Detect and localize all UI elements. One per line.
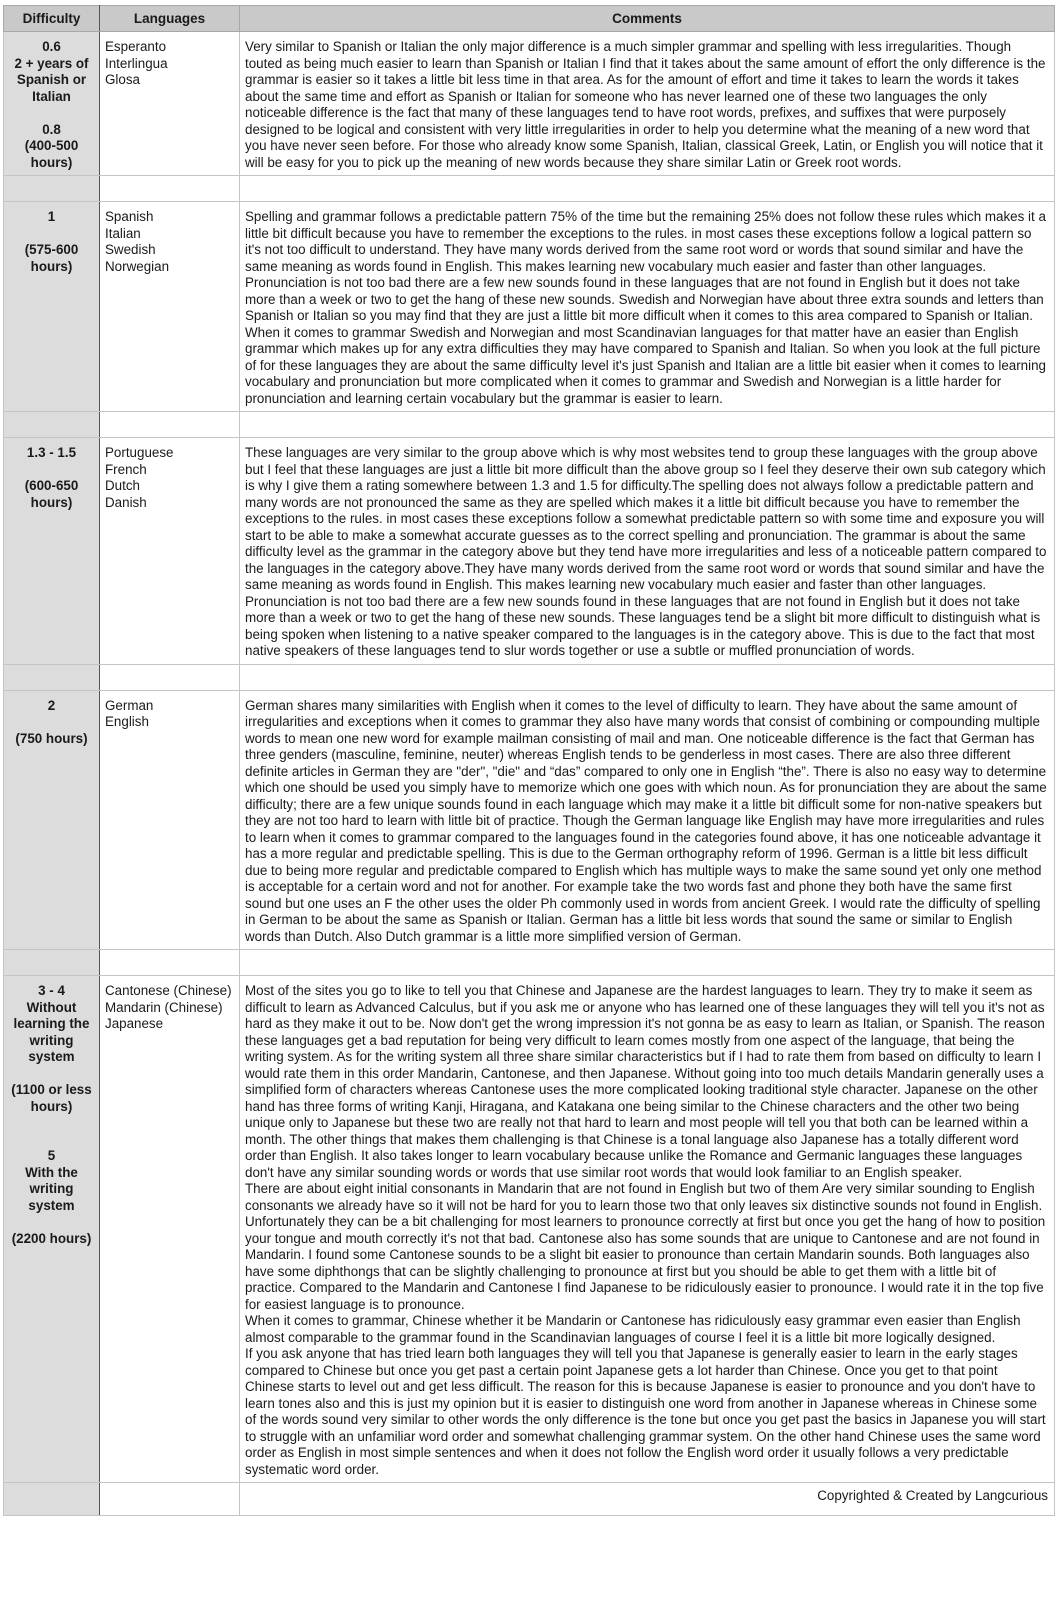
- difficulty-table: [3, 5, 1055, 1516]
- comment-cell: Spelling and grammar follows a predictable pattern 75% of the time but the remaining 25% does not follow these rules which makes it a little bit difficult because you have to remember the exceptions to the rules. in most cases these exceptions follow a logical pattern so it's not too difficult to understand. They have many words derived from the same root word or words that sound similar and have the same meaning as words found in English. This makes learning new vocabulary much easier and faster than other languages. Pronunciation is not too bad there are a few new sounds found in these languages that are not found in English but it does not take more than a week or two to get the hang of these new sounds. Swedish and Norwegian have about three extra sounds and letters than Spanish or Italian so you may find that they are just a little bit more difficult when it comes to this area compared to Spanish or Italian. When it comes to grammar Swedish and Norwegian and most Scandinavian languages for that matter have an easier than English grammar which makes up for any extra difficulties they may have compared to Spanish and Italian. So when you look at the full picture of for these languages they are about the same difficulty level it's just Spanish and Italian are a little bit easier when it comes to learning vocabulary and pronunciation but more complicated when it comes to grammar and Swedish and Norwegian is a little harder for pronunciation and learning certain vocabulary but the grammar is easier to learn.: [240, 202, 1055, 412]
- spacer-row: [4, 412, 1055, 438]
- header-languages: Languages: [100, 6, 240, 32]
- spacer-row: [4, 950, 1055, 976]
- comment-cell: These languages are very similar to the group above which is why most websites tend to group these languages with the group above but I feel that these languages are just a little bit more difficult than the above group so I feel they deserve their own sub category which is why I give them a rating somewhere between 1.3 and 1.5 for difficulty.The spelling does not always follow a predictable pattern and many words are not pronounced the same as they are spelled which makes it a little bit difficult because you have to remember the exceptions to the rules. in most cases these exceptions follow a somewhat predictable pattern so with some time and exposure you will start to be able to make a somewhat accurate guesses as to the correct spelling and pronunciation. The grammar is about the same difficulty level as the grammar in the category above but they tend have more irregularities and less of a noticeable pattern compared to the languages in the category above.They have many words derived from the same root word or words that sound similar and have the same meaning as words found in English. This makes learning new vocabulary much easier and faster than other languages. Pronunciation is not too bad there are a few new sounds found in these languages that are not found in English but it does not take more than a week or two to get the hang of these new sounds. These languages tend be a slight bit more difficult to distinguish what is being spoken when listening to a native speaker compared to the languages is in the category above. This is due to the fact that most native speakers of these languages tend to slur words together or use a subtle or muffled pronunciation of words.: [240, 438, 1055, 665]
- difficulty-cell: 3 - 4 Without learning the writing system (1100 or less hours) 5 With the writing system (2200 hours): [4, 976, 100, 1483]
- comment-paragraph: If you ask anyone that has tried learn both languages they will tell you that Japanese is generally easier to learn in the early stages compared to Chinese but once you get past a certain point Japanese gets a lot harder than Chinese. Once you get to that point Chinese starts to level out and get less difficult. The reason for this is because Japanese is easier to pronounce and you don't have to learn tones also and this is just my opinion but it is easier to distinguish one word from another in Japanese whereas in Chinese some of the words sound very similar to other words the only difference is the tone but once you get past the basics in Japanese you will start to struggle with an unfamiliar word order and somewhat challenging grammar system. On the other hand Chinese uses the same word order as English in most simple sentences and when it does not follow the English word order it usually follows a very predictable systematic word order.: [245, 1346, 1046, 1477]
- languages-cell: Portuguese French Dutch Danish: [100, 438, 240, 665]
- difficulty-cell: 2 (750 hours): [4, 690, 100, 950]
- footer-row: [4, 1483, 1055, 1516]
- header-row: [4, 6, 1055, 32]
- table-row: [4, 438, 1055, 665]
- language-difficulty-sheet: [3, 5, 1054, 1595]
- spacer-row: [4, 664, 1055, 690]
- table-row: [4, 976, 1055, 1483]
- spacer-row: [4, 176, 1055, 202]
- comment-cell: German shares many similarities with English when it comes to the level of difficulty to learn. They have about the same amount of irregularities and exceptions when it comes to grammar they also have many words that consist of combining or compounding multiple words to mean one new word for example mailman consisting of mail and man. One noticeable difference is the fact that German has three genders (masculine, feminine, neuter) whereas English tends to be genderless in most cases. There are also three different definite articles in German they are "der", "die" and “das” compared to only one in English “the”. There is also no easy way to determine which one should be used you simply have to memorize which one goes with which noun. As for pronunciation they are about the same difficulty; there are a few unique sounds found in each language which may make it a little bit difficult some for non-native speakers but they are not too hard to learn with little bit of practice. Though the German language like English may have more irregularities and rules to learn when it comes to grammar compared to the languages found in the categories found above, it has one noticeable advantage it has a more regular and predictable spelling. This is due to the German orthography reform of 1996. German is a little bit less difficult due to being more regular and predictable compared to English which has multiple ways to make the same sound yet only one method is acceptable for a certain word and not for another. For example take the two words fast and phone they both have the same first sound but one uses an F the other uses the older Ph commonly used in words from ancient Greek. I would rate the difficulty of spelling in German to be about the same as Spanish or Italian. German has a little bit less words that sound the same or similar to English words than Dutch. Also Dutch grammar is a little more simplified version of German.: [240, 690, 1055, 950]
- comment-paragraph: There are about eight initial consonants in Mandarin that are not found in English but two of them Are very similar sounding to English consonants we already have so it will not be hard for you to learn those two that only leaves six distinctive sounds not found in English. Unfortunately they can be a bit challenging for most learners to pronounce correctly at first but once you get the hang of how to position your tongue and mouth correctly it's not that bad. Cantonese also has some sounds that are unique to Cantonese and are not found in Mandarin. I found some Cantonese sounds to be a slight bit easier to pronounce than certain Mandarin sounds. Both languages also have some diphthongs that can be slightly challenging to pronounce at first but you should be able to get them with a little bit of practice. Compared to the Mandarin and Cantonese I find Japanese to be ridiculously easier to pronounce. I would rate it in the top five for easiest language is to pronounce.: [245, 1181, 1046, 1312]
- languages-cell: Cantonese (Chinese) Mandarin (Chinese) Japanese: [100, 976, 240, 1483]
- copyright-note: Copyrighted & Created by Langcurious: [240, 1483, 1055, 1516]
- difficulty-cell: 1.3 - 1.5 (600-650 hours): [4, 438, 100, 665]
- difficulty-cell: 0.6 2 + years of Spanish or Italian 0.8 (400-500 hours): [4, 32, 100, 176]
- table-row: [4, 32, 1055, 176]
- comment-paragraph: Most of the sites you go to like to tell you that Chinese and Japanese are the hardest languages to learn. They try to make it seem as difficult to learn as Advanced Calculus, but if you ask me or anyone who has learned one of these languages they will tell you it's not as hard as they make it out to be. Now don't get the wrong impression it's not gonna be as easy to learn as Italian, or Spanish. The reason these languages get a bad reputation for being very difficult to learn comes mostly from one aspect of the language, that being the writing system. As for the writing system all three share similar characteristics but if I had to rate them from based on difficulty to learn I would rate them in this order Mandarin, Cantonese, and then Japanese. Without going into too much details Mandarin generally uses a simplified form of characters whereas Cantonese uses the more complicated looking traditional style character. Japanese on the other hand has three forms of writing Kanji, Hiragana, and Katakana one being similar to the Chinese characters and the other two being unique only to Japanese but these two are really not that hard to learn and most people will tell you that both can be learned within a month. The other things that makes them challenging is that Chinese is a tonal language also Japanese has a totally different word order than English. It also takes longer to learn vocabulary because unlike the Romance and Germanic languages these languages don't have any similar sounding words or words that use similar root words that would look familiar to an English speaker.: [245, 983, 1045, 1180]
- comment-paragraph: When it comes to grammar, Chinese whether it be Mandarin or Cantonese has ridiculously easy grammar even easier than English almost comparable to the grammar found in the Scandinavian languages of course I feel it is a little bit more logically designed.: [245, 1313, 1021, 1345]
- languages-cell: Spanish Italian Swedish Norwegian: [100, 202, 240, 412]
- languages-cell: Esperanto Interlingua Glosa: [100, 32, 240, 176]
- table-row: [4, 690, 1055, 950]
- difficulty-cell: 1 (575-600 hours): [4, 202, 100, 412]
- comment-cell: [240, 976, 1055, 1483]
- header-difficulty: Difficulty: [4, 6, 100, 32]
- header-comments: Comments: [240, 6, 1055, 32]
- comment-cell: Very similar to Spanish or Italian the only major difference is a much simpler grammar and spelling with less irregularities. Though touted as being much easier to learn than Spanish or Italian I find that it takes about the same amount of effort the only difference is the grammar is easier so it takes a little bit less time in that area. As for the amount of effort and time it takes to learn the words it takes about the same time and effort as Spanish or Italian for someone who has never learned one of these two languages the only noticeable difference is the fact that many of these languages tend to have root words, prefixes, and suffixes that were purposely designed to be logical and consistent with very little irregularities in order to help you determine what the meaning of a new word that you have never seen before. For those who already know some Spanish, Italian, classical Greek, Latin, or English you will notice that it will be easy for you to pick up the meaning of new words because they share similar Latin or Greek root words.: [240, 32, 1055, 176]
- languages-cell: German English: [100, 690, 240, 950]
- table-row: [4, 202, 1055, 412]
